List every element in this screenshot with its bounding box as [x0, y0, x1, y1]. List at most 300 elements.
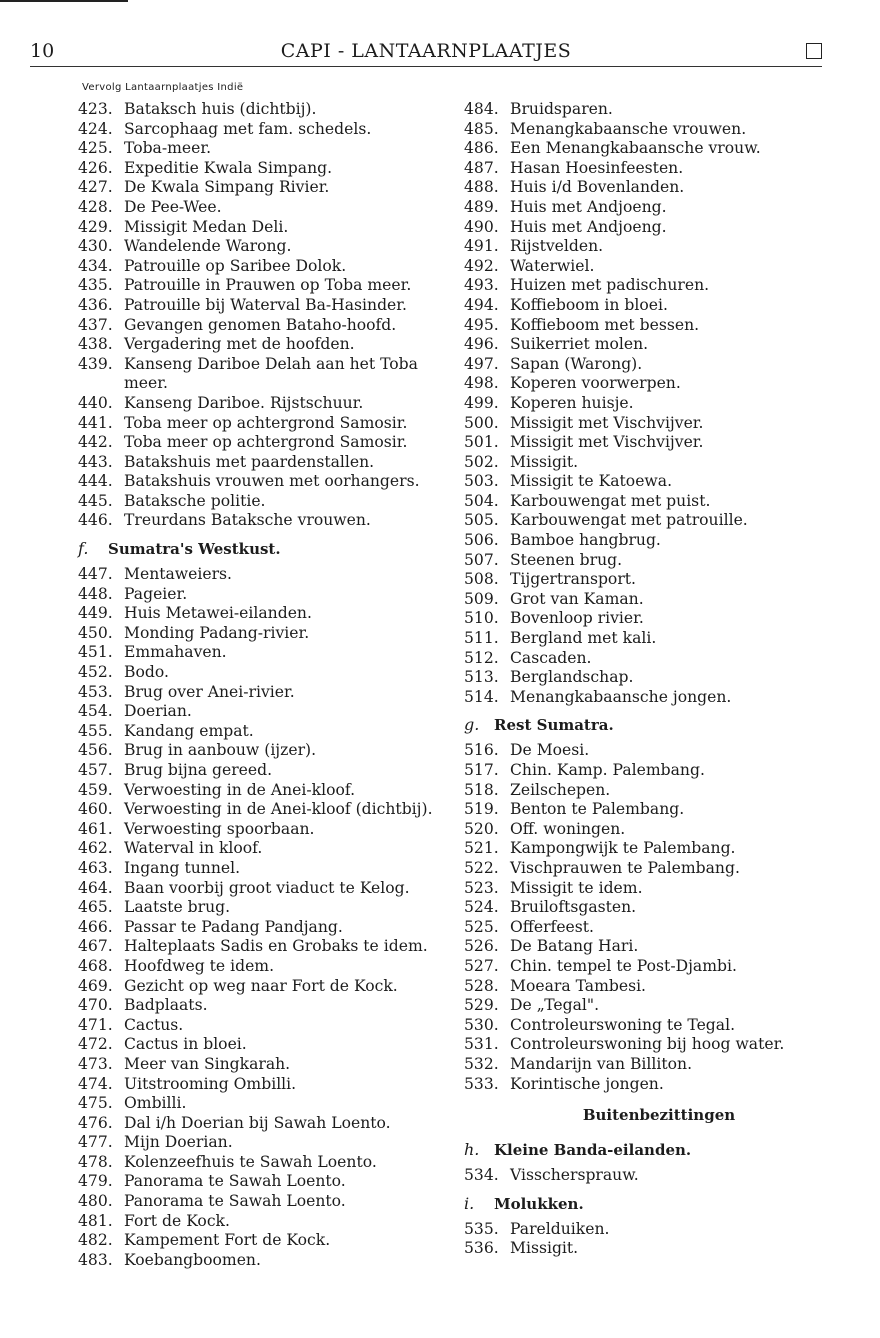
entry-number: 426. [78, 158, 113, 177]
list-item [464, 296, 854, 316]
entry-number: 469. [78, 976, 113, 995]
entry-number: 468. [78, 956, 113, 975]
entry-text: Treurdans Bataksche vrouwen. [124, 511, 371, 530]
entry-text: Cactus in bloei. [124, 1035, 247, 1054]
entry-text: Missigit Medan Deli. [124, 217, 289, 236]
list-item [78, 702, 448, 722]
entry-text: Badplaats. [124, 996, 208, 1015]
entry-number: 506. [464, 531, 499, 550]
entry-number: 427. [78, 178, 113, 197]
entry-number: 449. [78, 604, 113, 623]
list-item [464, 1075, 854, 1095]
list-item [78, 120, 448, 140]
list-item [78, 585, 448, 605]
entry-number: 511. [464, 629, 499, 648]
entry-number: 536. [464, 1239, 499, 1258]
list-item [464, 800, 854, 820]
list-item [78, 316, 448, 336]
entry-number: 476. [78, 1113, 113, 1132]
list-item [78, 1133, 448, 1153]
entry-text: Doerian. [124, 702, 192, 721]
list-item [78, 296, 448, 316]
entry-text: Sarcophaag met fam. schedels. [124, 119, 372, 138]
left-column [78, 100, 448, 1270]
entry-number: 525. [464, 917, 499, 936]
entry-number: 471. [78, 1015, 113, 1034]
entry-list-d [464, 1220, 854, 1259]
entry-number: 513. [464, 668, 499, 687]
entry-text: Huizen met padischuren. [510, 276, 710, 295]
entry-number: 442. [78, 433, 113, 452]
entry-text: Toba meer op achtergrond Samosir. [124, 413, 408, 432]
entry-number: 522. [464, 858, 499, 877]
entry-text: Fort de Kock. [124, 1211, 230, 1230]
list-item [78, 918, 448, 938]
entry-number: 470. [78, 996, 113, 1015]
list-item [78, 741, 448, 761]
entry-text: Meer van Singkarah. [124, 1054, 291, 1073]
entry-text: Missigit te idem. [510, 878, 643, 897]
entry-text: Parelduiken. [510, 1219, 610, 1238]
entry-text: Menangkabaansche vrouwen. [510, 119, 747, 138]
entry-number: 463. [78, 858, 113, 877]
section-letter: h. [464, 1140, 480, 1160]
entry-number: 447. [78, 565, 113, 584]
entry-text: Kanseng Dariboe. Rijstschuur. [124, 393, 364, 412]
entry-text: Passar te Padang Pandjang. [124, 917, 343, 936]
entry-text: Bruidsparen. [510, 100, 613, 118]
section-heading-f [78, 539, 448, 559]
entry-number: 526. [464, 937, 499, 956]
list-item [464, 668, 854, 688]
entry-text: Koffieboom met bessen. [510, 315, 700, 334]
list-item [464, 649, 854, 669]
entry-number: 464. [78, 878, 113, 897]
entry-number: 436. [78, 295, 113, 314]
entry-number: 496. [464, 335, 499, 354]
list-item [464, 394, 854, 414]
entry-number: 445. [78, 491, 113, 510]
entry-text: Koebangboomen. [124, 1250, 261, 1269]
entry-list-b [464, 741, 854, 1094]
entry-text: Toba-meer. [124, 139, 212, 158]
heading-buitenbezittingen: Buitenbezittingen [582, 1106, 736, 1125]
entry-text: Panorama te Sawah Loento. [124, 1172, 346, 1191]
entry-text: Vischprauwen te Palembang. [510, 858, 740, 877]
list-item [78, 100, 448, 120]
entry-text: Toba meer op achtergrond Samosir. [124, 433, 408, 452]
entry-list-b [78, 565, 448, 1270]
entry-number: 441. [78, 413, 113, 432]
entry-number: 492. [464, 256, 499, 275]
entry-text: Missigit. [510, 452, 579, 471]
list-item [464, 1016, 854, 1036]
entry-number: 499. [464, 393, 499, 412]
entry-number: 477. [78, 1133, 113, 1152]
entry-number: 454. [78, 702, 113, 721]
section-heading-g [464, 715, 854, 735]
list-item [78, 1035, 448, 1055]
entry-text: Mijn Doerian. [124, 1133, 233, 1152]
entry-number: 443. [78, 452, 113, 471]
list-item [464, 159, 854, 179]
list-item [78, 1251, 448, 1271]
list-item [464, 918, 854, 938]
entry-text: Batakshuis met paardenstallen. [124, 452, 375, 471]
entry-text: Controleurswoning bij hoog water. [510, 1035, 785, 1054]
entry-text: Tijgertransport. [510, 570, 636, 589]
entry-text: Patrouille in Prauwen op Toba meer. [124, 276, 412, 295]
continued-label: Vervolg Lantaarnplaatjes Indië [82, 82, 244, 93]
list-item [464, 1035, 854, 1055]
entry-text: De „Tegal". [510, 996, 600, 1015]
list-item [464, 453, 854, 473]
list-item [78, 511, 448, 531]
entry-number: 501. [464, 433, 499, 452]
list-item [78, 663, 448, 683]
entry-number: 424. [78, 119, 113, 138]
entry-text: Koffieboom in bloei. [510, 295, 668, 314]
entry-text: Suikerriet molen. [510, 335, 649, 354]
entry-text: Wandelende Warong. [124, 237, 292, 256]
list-item [78, 1094, 448, 1114]
list-item [464, 531, 854, 551]
entry-text: Hasan Hoesinfeesten. [510, 158, 684, 177]
entry-number: 439. [78, 354, 113, 373]
entry-number: 437. [78, 315, 113, 334]
list-item [464, 492, 854, 512]
entry-number: 529. [464, 996, 499, 1015]
list-item [78, 996, 448, 1016]
section-heading-i [464, 1194, 854, 1214]
entry-number: 481. [78, 1211, 113, 1230]
entry-number: 523. [464, 878, 499, 897]
entry-text: Huis met Andjoeng. [510, 197, 667, 216]
list-item [464, 741, 854, 761]
list-item [78, 1016, 448, 1036]
entry-number: 451. [78, 643, 113, 662]
list-item [464, 316, 854, 336]
entry-text: Panorama te Sawah Loento. [124, 1192, 346, 1211]
entry-text: Expeditie Kwala Simpang. [124, 158, 333, 177]
list-item [464, 551, 854, 571]
entry-number: 483. [78, 1250, 113, 1269]
entry-number: 489. [464, 197, 499, 216]
entry-text: Missigit met Vischvijver. [510, 413, 704, 432]
entry-text: Halteplaats Sadis en Grobaks te idem. [124, 937, 428, 956]
entry-number: 473. [78, 1054, 113, 1073]
list-item [464, 609, 854, 629]
entry-text: Huis met Andjoeng. [510, 217, 667, 236]
entry-number: 479. [78, 1172, 113, 1191]
entry-text: Huis i/d Bovenlanden. [510, 178, 685, 197]
list-item [464, 937, 854, 957]
list-item [78, 722, 448, 742]
list-item [78, 820, 448, 840]
list-item [78, 800, 448, 820]
entry-text: Rijstvelden. [510, 237, 604, 256]
list-item [78, 394, 448, 414]
entry-number: 457. [78, 761, 113, 779]
list-item [464, 218, 854, 238]
list-item [78, 859, 448, 879]
entry-number: 502. [464, 452, 499, 471]
list-item [464, 688, 854, 708]
list-item [78, 879, 448, 899]
entry-number: 478. [78, 1152, 113, 1171]
entry-text: Mentaweiers. [124, 565, 233, 584]
list-item [78, 937, 448, 957]
entry-text: Hoofdweg te idem. [124, 956, 275, 975]
entry-text: Batakshuis vrouwen met oorhangers. [124, 472, 420, 491]
section-letter: f. [78, 539, 89, 559]
list-item [78, 1231, 448, 1251]
list-item [78, 683, 448, 703]
entry-number: 428. [78, 197, 113, 216]
entry-number: 509. [464, 589, 499, 608]
list-item [464, 374, 854, 394]
page-number: 10 [30, 40, 55, 62]
entry-text: Cascaden. [510, 648, 592, 667]
entry-text: Visschersprauw. [510, 1166, 639, 1185]
list-item [78, 198, 448, 218]
list-item [464, 879, 854, 899]
entry-list-c [464, 1166, 854, 1186]
entry-number: 491. [464, 237, 499, 256]
entry-text: Brug over Anei-rivier. [124, 682, 295, 701]
entry-text: Monding Padang-rivier. [124, 623, 310, 642]
entry-number: 434. [78, 256, 113, 275]
entry-text: Off. woningen. [510, 819, 626, 838]
entry-text: Steenen brug. [510, 550, 623, 569]
list-item [464, 996, 854, 1016]
entry-number: 461. [78, 819, 113, 838]
entry-text: Kolenzeefhuis te Sawah Loento. [124, 1152, 377, 1171]
entry-number: 467. [78, 937, 113, 956]
entry-text: Bergland met kali. [510, 629, 657, 648]
entry-number: 487. [464, 158, 499, 177]
entry-text: Offerfeest. [510, 917, 594, 936]
entry-number: 520. [464, 819, 499, 838]
list-item [464, 781, 854, 801]
entry-number: 466. [78, 917, 113, 936]
entry-text: Karbouwengat met patrouille. [510, 511, 748, 530]
entry-number: 435. [78, 276, 113, 295]
list-item [78, 355, 448, 394]
entry-number: 448. [78, 584, 113, 603]
entry-number: 518. [464, 780, 499, 799]
entry-text: Pageier. [124, 584, 188, 603]
running-title: CAPI - LANTAARNPLAATJES [280, 40, 572, 62]
entry-text: Een Menangkabaansche vrouw. [510, 139, 761, 158]
list-item [464, 590, 854, 610]
list-item [78, 1192, 448, 1212]
entry-number: 453. [78, 682, 113, 701]
section-title: Rest Sumatra. [494, 716, 614, 735]
entry-text: Karbouwengat met puist. [510, 491, 711, 510]
entry-number: 482. [78, 1231, 113, 1250]
entry-number: 517. [464, 761, 499, 779]
entry-number: 505. [464, 511, 499, 530]
list-item [464, 1166, 854, 1186]
entry-text: De Moesi. [510, 741, 590, 760]
list-item [78, 237, 448, 257]
entry-text: Kampongwijk te Palembang. [510, 839, 736, 858]
list-item [464, 820, 854, 840]
entry-number: 510. [464, 609, 499, 628]
entry-number: 528. [464, 976, 499, 995]
entry-text: De Pee-Wee. [124, 197, 222, 216]
entry-number: 503. [464, 472, 499, 491]
entry-text: Moeara Tambesi. [510, 976, 647, 995]
entry-text: Ombilli. [124, 1094, 187, 1113]
entry-text: Laatste brug. [124, 898, 231, 917]
entry-text: Grot van Kaman. [510, 589, 644, 608]
entry-number: 504. [464, 491, 499, 510]
list-item [78, 761, 448, 781]
entry-text: Brug in aanbouw (ijzer). [124, 741, 317, 760]
entry-number: 530. [464, 1015, 499, 1034]
entry-text: Zeilschepen. [510, 780, 611, 799]
entry-number: 514. [464, 687, 499, 706]
entry-number: 507. [464, 550, 499, 569]
entry-number: 438. [78, 335, 113, 354]
entry-text: Vergadering met de hoofden. [124, 335, 355, 354]
list-item [78, 335, 448, 355]
entry-number: 480. [78, 1192, 113, 1211]
list-item [78, 1055, 448, 1075]
entry-number: 460. [78, 800, 113, 819]
entry-number: 429. [78, 217, 113, 236]
entry-text: Missigit. [510, 1239, 579, 1258]
entry-list-a [464, 100, 854, 707]
section-title: Sumatra's Westkust. [108, 540, 281, 559]
entry-number: 531. [464, 1035, 499, 1054]
list-item [78, 276, 448, 296]
list-item [78, 565, 448, 585]
top-rule [0, 0, 128, 2]
entry-number: 516. [464, 741, 499, 760]
entry-text: Bataksche politie. [124, 491, 266, 510]
entry-text: Verwoesting in de Anei-kloof. [124, 780, 356, 799]
entry-number: 524. [464, 898, 499, 917]
list-item [464, 977, 854, 997]
entry-text: Chin. tempel te Post-Djambi. [510, 956, 737, 975]
entry-number: 535. [464, 1219, 499, 1238]
list-item [78, 414, 448, 434]
entry-text: Uitstrooming Ombilli. [124, 1074, 297, 1093]
entry-text: Controleurswoning te Tegal. [510, 1015, 736, 1034]
entry-text: Waterwiel. [510, 256, 595, 275]
list-item [78, 433, 448, 453]
list-item [464, 414, 854, 434]
entry-text: De Batang Hari. [510, 937, 639, 956]
list-item [78, 1212, 448, 1232]
list-item [464, 1239, 854, 1259]
entry-text: Chin. Kamp. Palembang. [510, 761, 705, 779]
entry-number: 532. [464, 1054, 499, 1073]
list-item [78, 898, 448, 918]
entry-number: 472. [78, 1035, 113, 1054]
entry-number: 450. [78, 623, 113, 642]
list-item [464, 178, 854, 198]
entry-number: 462. [78, 839, 113, 858]
entry-text: Koperen voorwerpen. [510, 374, 681, 393]
entry-number: 497. [464, 354, 499, 373]
entry-number: 534. [464, 1166, 499, 1185]
section-title: Kleine Banda-eilanden. [494, 1141, 692, 1160]
entry-text: De Kwala Simpang Rivier. [124, 178, 330, 197]
list-item [464, 100, 854, 120]
entry-text: Bataksch huis (dichtbij). [124, 100, 317, 118]
entry-text: Kandang empat. [124, 721, 254, 740]
entry-number: 500. [464, 413, 499, 432]
entry-text: Mandarijn van Billiton. [510, 1054, 693, 1073]
entry-number: 474. [78, 1074, 113, 1093]
list-item [464, 198, 854, 218]
list-item [78, 839, 448, 859]
entry-text: Berglandschap. [510, 668, 634, 687]
list-item [78, 257, 448, 277]
entry-number: 508. [464, 570, 499, 589]
entry-number: 455. [78, 721, 113, 740]
entry-number: 423. [78, 100, 113, 118]
entry-text: Gevangen genomen Bataho-hoofd. [124, 315, 397, 334]
entry-text: Koperen huisje. [510, 393, 634, 412]
entry-text: Cactus. [124, 1015, 184, 1034]
list-item [78, 1172, 448, 1192]
entry-number: 456. [78, 741, 113, 760]
list-item [464, 839, 854, 859]
entry-text: Bovenloop rivier. [510, 609, 644, 628]
entry-number: 533. [464, 1074, 499, 1093]
entry-number: 465. [78, 898, 113, 917]
entry-text: Dal i/h Doerian bij Sawah Loento. [124, 1113, 391, 1132]
list-item [464, 257, 854, 277]
entry-number: 498. [464, 374, 499, 393]
list-item [464, 355, 854, 375]
list-item [78, 1153, 448, 1173]
entry-text: Sapan (Warong). [510, 354, 643, 373]
entry-text: Patrouille bij Waterval Ba-Hasinder. [124, 295, 407, 314]
entry-number: 486. [464, 139, 499, 158]
list-item [464, 511, 854, 531]
list-item [464, 120, 854, 140]
entry-number: 485. [464, 119, 499, 138]
entry-number: 452. [78, 663, 113, 682]
entry-text: Emmahaven. [124, 643, 227, 662]
entry-number: 519. [464, 800, 499, 819]
list-item [78, 1075, 448, 1095]
list-item [78, 1114, 448, 1134]
entry-text: Huis Metawei-eilanden. [124, 604, 312, 623]
list-item [464, 859, 854, 879]
section-title: Molukken. [494, 1194, 584, 1213]
entry-number: 484. [464, 100, 499, 118]
list-item [78, 604, 448, 624]
list-item [78, 218, 448, 238]
list-item [464, 629, 854, 649]
list-item [78, 472, 448, 492]
list-item [78, 139, 448, 159]
entry-number: 490. [464, 217, 499, 236]
entry-text: Gezicht op weg naar Fort de Kock. [124, 976, 398, 995]
list-item [464, 1055, 854, 1075]
list-item [78, 492, 448, 512]
entry-list-a [78, 100, 448, 531]
entry-number: 495. [464, 315, 499, 334]
entry-number: 527. [464, 956, 499, 975]
